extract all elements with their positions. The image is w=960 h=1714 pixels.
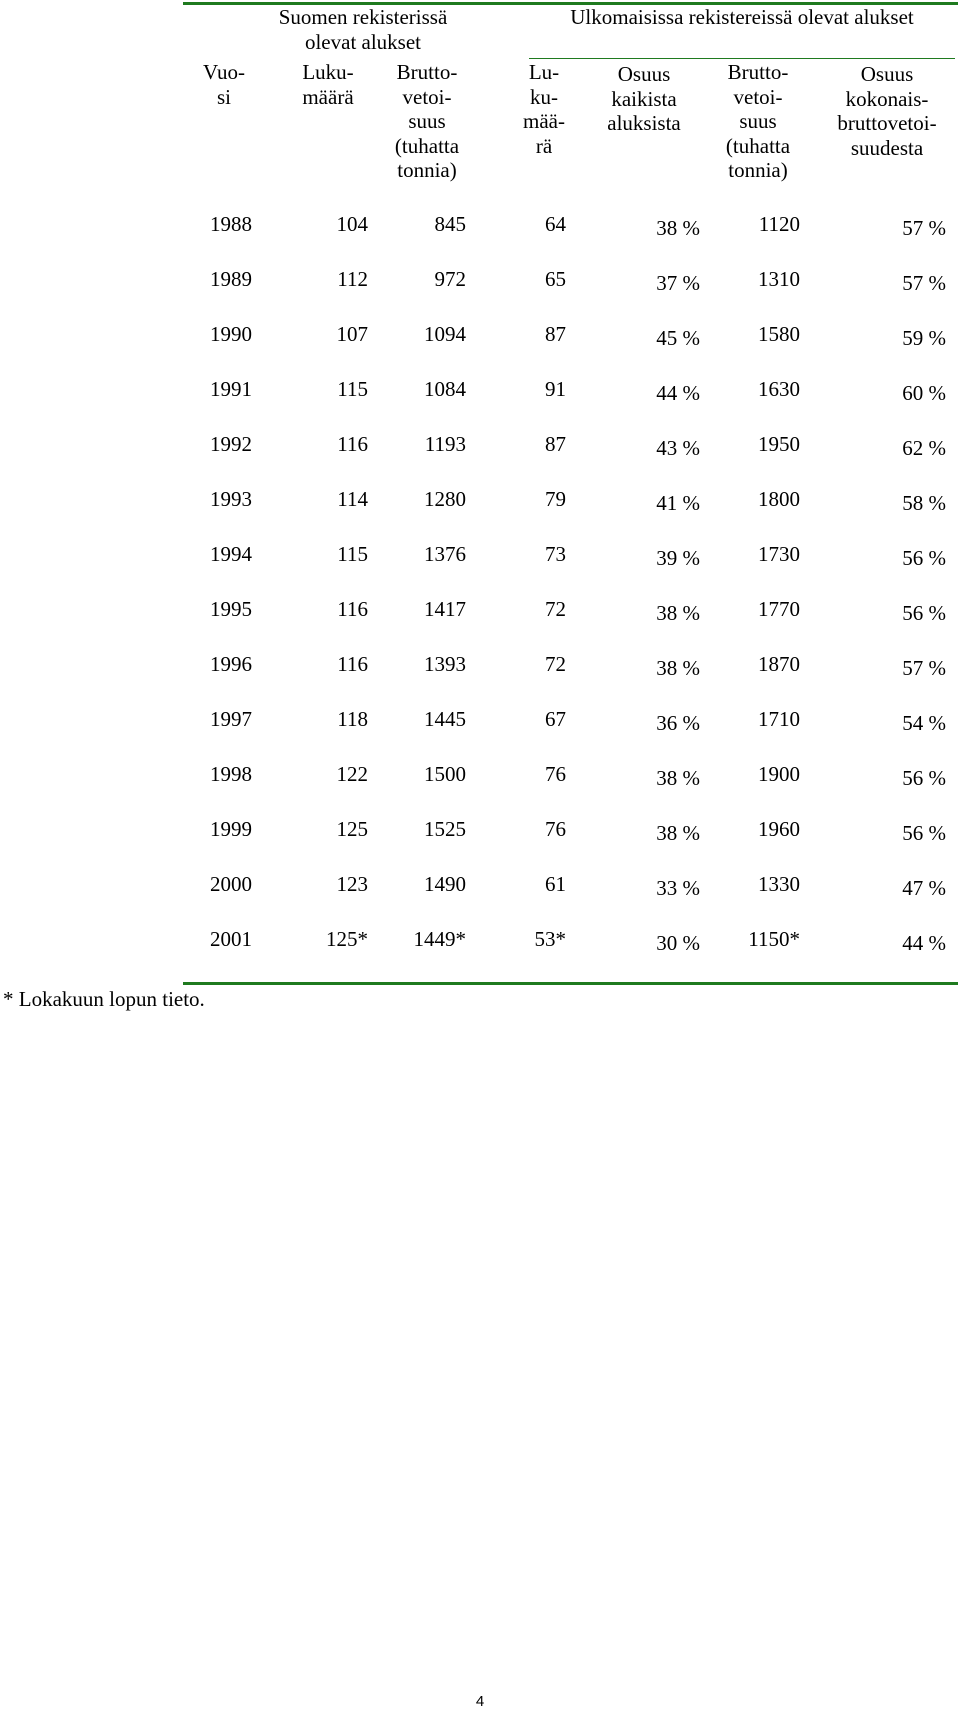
- header-line: suus: [739, 109, 777, 133]
- cell-finnish-count: 115: [337, 542, 368, 566]
- header-line: (tuhatta: [394, 133, 460, 158]
- cell-finnish-gross: 1376: [424, 542, 466, 566]
- header-line: Luku-: [302, 60, 354, 84]
- cell-finnish-count: 122: [336, 762, 368, 786]
- cell-foreign-share: 44 %: [656, 381, 700, 405]
- header-foreign-group: [529, 5, 955, 30]
- cell-year: 1993: [210, 487, 252, 511]
- cell-foreign-gross-share: 57 %: [902, 656, 946, 680]
- cell-foreign-gross: 1310: [758, 267, 800, 291]
- cell-finnish-gross: 1084: [424, 377, 466, 401]
- cell-finnish-count: 104: [336, 212, 368, 236]
- header-foreign-count: [514, 60, 574, 158]
- cell-finnish-count: 115: [337, 377, 368, 401]
- cell-foreign-gross-share: 44 %: [902, 931, 946, 955]
- cell-foreign-gross-share: 60 %: [902, 381, 946, 405]
- table-row: [0, 817, 960, 845]
- header-line: ku-: [530, 84, 558, 109]
- header-foreign-share: [596, 62, 692, 136]
- cell-year: 2001: [210, 927, 252, 951]
- header-line: rä: [535, 133, 553, 158]
- cell-foreign-gross: 1800: [758, 487, 800, 511]
- cell-finnish-gross: 972: [434, 267, 466, 291]
- header-line: Osuus: [860, 62, 914, 86]
- cell-finnish-gross: 1500: [424, 762, 466, 786]
- cell-year: 1995: [210, 597, 252, 621]
- cell-foreign-count: 76: [545, 762, 566, 786]
- table-row: [0, 377, 960, 405]
- cell-foreign-count: 72: [545, 652, 566, 676]
- cell-finnish-count: 125*: [326, 927, 368, 951]
- page-number: 4: [475, 1693, 485, 1710]
- cell-foreign-gross-share: 56 %: [902, 766, 946, 790]
- cell-foreign-gross: 1330: [758, 872, 800, 896]
- header-line: kaikista: [611, 86, 677, 111]
- cell-foreign-gross: 1770: [758, 597, 800, 621]
- cell-foreign-count: 72: [545, 597, 566, 621]
- cell-year: 1997: [210, 707, 252, 731]
- header-line: aluksista: [607, 111, 681, 135]
- header-foreign-gross-share: [821, 62, 953, 160]
- header-line: Lu-: [528, 60, 560, 84]
- cell-foreign-count: 76: [545, 817, 566, 841]
- header-line: kokonais-: [845, 86, 929, 111]
- table-row: [0, 762, 960, 790]
- cell-foreign-gross-share: 59 %: [902, 326, 946, 350]
- header-line: (tuhatta: [725, 133, 791, 158]
- cell-foreign-count: 53*: [534, 927, 566, 951]
- cell-foreign-share: 38 %: [656, 766, 700, 790]
- header-line: suudesta: [850, 135, 924, 160]
- header-finnish-gross: [384, 60, 470, 183]
- header-line: Vuo-: [203, 60, 245, 84]
- cell-year: 2000: [210, 872, 252, 896]
- cell-year: 1994: [210, 542, 252, 566]
- cell-foreign-gross: 1730: [758, 542, 800, 566]
- cell-finnish-gross: 1490: [424, 872, 466, 896]
- cell-foreign-gross: 1900: [758, 762, 800, 786]
- header-line: suus: [408, 109, 446, 133]
- cell-finnish-count: 123: [336, 872, 368, 896]
- cell-foreign-share: 33 %: [656, 876, 700, 900]
- cell-foreign-share: 36 %: [656, 711, 700, 735]
- cell-foreign-gross: 1710: [758, 707, 800, 731]
- cell-finnish-gross: 845: [434, 212, 466, 236]
- cell-foreign-gross-share: 57 %: [902, 216, 946, 240]
- header-line: Suomen rekisterissä: [278, 5, 448, 29]
- bottom-rule: [183, 982, 958, 985]
- cell-year: 1999: [210, 817, 252, 841]
- cell-foreign-count: 87: [545, 432, 566, 456]
- cell-foreign-gross-share: 62 %: [902, 436, 946, 460]
- cell-year: 1992: [210, 432, 252, 456]
- cell-foreign-share: 43 %: [656, 436, 700, 460]
- header-line: Osuus: [617, 62, 671, 86]
- cell-finnish-count: 107: [336, 322, 368, 346]
- cell-foreign-count: 91: [545, 377, 566, 401]
- header-foreign-gross: [713, 60, 803, 183]
- cell-finnish-gross: 1280: [424, 487, 466, 511]
- header-line: Brutto-: [727, 60, 789, 84]
- cell-finnish-gross: 1525: [424, 817, 466, 841]
- cell-finnish-gross: 1417: [424, 597, 466, 621]
- cell-foreign-gross: 1580: [758, 322, 800, 346]
- cell-foreign-gross: 1960: [758, 817, 800, 841]
- table-row: [0, 652, 960, 680]
- table-row: [0, 597, 960, 625]
- cell-year: 1990: [210, 322, 252, 346]
- cell-foreign-share: 30 %: [656, 931, 700, 955]
- cell-foreign-count: 79: [545, 487, 566, 511]
- cell-foreign-share: 39 %: [656, 546, 700, 570]
- table-row: [0, 542, 960, 570]
- header-line: tonnia): [728, 158, 788, 182]
- cell-year: 1998: [210, 762, 252, 786]
- cell-foreign-gross-share: 58 %: [902, 491, 946, 515]
- cell-year: 1989: [210, 267, 252, 291]
- cell-finnish-count: 118: [337, 707, 368, 731]
- cell-foreign-gross-share: 54 %: [902, 711, 946, 735]
- table-row: [0, 212, 960, 240]
- header-line: bruttovetoi-: [837, 111, 937, 135]
- cell-finnish-gross: 1449*: [413, 927, 466, 951]
- cell-foreign-count: 87: [545, 322, 566, 346]
- header-line: vetoi-: [402, 84, 452, 109]
- cell-foreign-gross-share: 56 %: [902, 546, 946, 570]
- cell-foreign-gross-share: 56 %: [902, 601, 946, 625]
- cell-finnish-gross: 1445: [424, 707, 466, 731]
- cell-finnish-gross: 1193: [424, 432, 466, 456]
- table-row: [0, 487, 960, 515]
- cell-finnish-count: 114: [337, 487, 368, 511]
- cell-year: 1988: [210, 212, 252, 236]
- header-line: si: [216, 84, 231, 109]
- header-finnish-group: [268, 5, 458, 54]
- cell-finnish-count: 116: [337, 432, 368, 456]
- header-line: Ulkomaisissa rekistereissä olevat alukset: [570, 5, 914, 29]
- header-line: määrä: [302, 84, 354, 109]
- header-finnish-count: [290, 60, 366, 109]
- cell-foreign-gross: 1870: [758, 652, 800, 676]
- cell-foreign-gross: 1630: [758, 377, 800, 401]
- cell-foreign-gross-share: 47 %: [902, 876, 946, 900]
- cell-foreign-gross: 1150*: [748, 927, 800, 951]
- table-row: [0, 267, 960, 295]
- table-row: [0, 432, 960, 460]
- cell-foreign-gross: 1120: [758, 212, 800, 236]
- header-line: olevat alukset: [304, 29, 422, 54]
- cell-finnish-gross: 1094: [424, 322, 466, 346]
- cell-foreign-share: 38 %: [656, 601, 700, 625]
- header-line: vetoi-: [733, 84, 783, 109]
- foreign-group-underline: [529, 58, 955, 59]
- cell-finnish-count: 112: [337, 267, 368, 291]
- cell-foreign-share: 45 %: [656, 326, 700, 350]
- header-line: tonnia): [397, 158, 457, 182]
- cell-finnish-count: 116: [337, 597, 368, 621]
- cell-foreign-share: 38 %: [656, 656, 700, 680]
- cell-year: 1991: [210, 377, 252, 401]
- header-line: Brutto-: [396, 60, 458, 84]
- cell-foreign-count: 65: [545, 267, 566, 291]
- cell-foreign-count: 67: [545, 707, 566, 731]
- cell-foreign-gross-share: 57 %: [902, 271, 946, 295]
- cell-foreign-count: 73: [545, 542, 566, 566]
- cell-finnish-count: 116: [337, 652, 368, 676]
- cell-foreign-gross-share: 56 %: [902, 821, 946, 845]
- cell-foreign-share: 41 %: [656, 491, 700, 515]
- cell-foreign-gross: 1950: [758, 432, 800, 456]
- cell-foreign-count: 61: [545, 872, 566, 896]
- table-row: [0, 707, 960, 735]
- header-year: [194, 60, 254, 109]
- cell-foreign-share: 37 %: [656, 271, 700, 295]
- cell-year: 1996: [210, 652, 252, 676]
- cell-finnish-count: 125: [336, 817, 368, 841]
- table-row: [0, 927, 960, 955]
- footnote: * Lokakuun lopun tieto.: [3, 987, 205, 1011]
- header-line: mää-: [523, 109, 565, 133]
- cell-foreign-share: 38 %: [656, 821, 700, 845]
- cell-finnish-gross: 1393: [424, 652, 466, 676]
- cell-foreign-share: 38 %: [656, 216, 700, 240]
- cell-foreign-count: 64: [545, 212, 566, 236]
- table-row: [0, 322, 960, 350]
- table-row: [0, 872, 960, 900]
